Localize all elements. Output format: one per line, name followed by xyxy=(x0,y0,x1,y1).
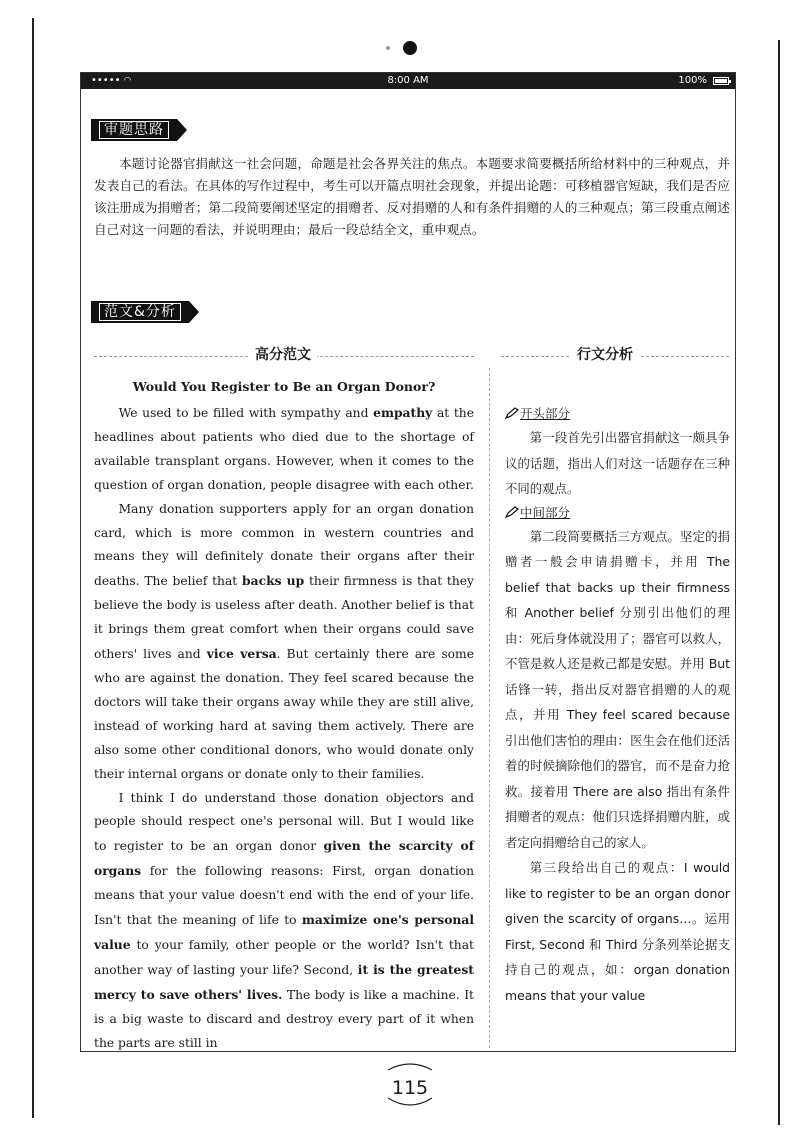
tablet-screen xyxy=(80,72,736,1052)
camera-icon xyxy=(403,41,417,55)
analysis-column xyxy=(505,403,730,1008)
middle-analysis-1: 第二段简要概括三方观点。坚定的捐赠者一般会申请捐赠卡，并用 The belief that backs up their firmness 和 Another belief 分别引出他们的理由：死后身体就没用了；器官可以救人，不管是救人还是救己都是安慰。并用 But 话锋一转，指出反对器官捐赠的人的观点，并用 They feel scared because 引出他们害怕的理由：医生会在他们还活着的时候摘除他们的器官，而不是奋力抢救。接着用 There are also 指出有条件捐赠者的观点：他们只选择捐赠内脏，或者定向捐赠给自己的家人。 xyxy=(505,528,730,850)
column-divider xyxy=(489,368,490,1048)
status-bar xyxy=(81,73,735,89)
status-time: 8:00 AM xyxy=(387,75,429,86)
page-edge-right xyxy=(778,40,780,1125)
middle-section-label: 中间部分 xyxy=(505,502,730,524)
battery-icon xyxy=(713,77,729,85)
middle-analysis-2: 第三段给出自己的观点：I would like to register to be an organ donor given the scarcity of organs…。运用 First, Second 和 Third 分条列举论据支持自己的观点，如：organ donation means that your value xyxy=(505,860,730,1003)
opening-analysis: 第一段首先引出器官捐献这一颇具争议的话题，指出人们对这一话题存在三种不同的观点。 xyxy=(505,430,730,496)
battery-percent: 100% xyxy=(678,75,707,86)
essay-paragraph-1: We used to be filled with sympathy and empathy at the headlines about patients who died due to the shortage of available transplant organs. However, when it comes to the question of organ donation, people disagree with each other. xyxy=(94,405,474,492)
section-tag-analysis xyxy=(91,119,177,141)
essay-column xyxy=(94,375,474,1055)
intro-paragraph: 本题讨论器官捐献这一社会问题，命题是社会各界关注的焦点。本题要求简要概括所给材料中的三种观点，并发表自己的看法。在具体的写作过程中，考生可以开篇点明社会现象，并提出论题：可移植器官短缺，我们是否应该注册成为捐赠者；第二段简要阐述坚定的捐赠者、反对捐赠的人和有条件捐赠的人的三种观点；第三段重点阐述自己对这一问题的看法，并说明理由；最后一段总结全文，重申观点。 xyxy=(94,156,730,237)
signal-icon: ••••• ◠ xyxy=(91,75,132,86)
pen-icon xyxy=(505,506,519,518)
pen-icon xyxy=(505,407,519,419)
page-number: 115 xyxy=(391,1077,429,1099)
section-tag-essay xyxy=(91,301,189,323)
essay-paragraph-3: I think I do understand those donation objectors and people should respect one's personal will. But I would like to register to be an organ donor given the scarcity of organs for the following reasons: First, organ donation means that your value doesn't end with the end of your life. Isn't that the meaning of life to maximize one's personal value to your family, other people or the world? Isn't that another way of lasting your life? Second, it is the greatest mercy to save others' lives. The body is like a machine. It is a big waste to discard and destroy every part of it when the parts are still in xyxy=(94,790,475,1050)
essay-paragraph-2: Many donation supporters apply for an organ donation card, which is more common in western countries and means they will definitely donate their organs after their deaths. The belief that backs up their firmness is that they believe the body is useless after death. Another belief is that it brings them great comfort when their organs could save others' lives and vice versa. But certainly there are some who are against the donation. They feel scared because the doctors will take their organs away while they are still alive, instead of working hard at saving them actively. There are also some other conditional donors, who would donate only their internal organs or donate only to their families. xyxy=(94,501,475,781)
page-edge-left xyxy=(32,18,34,1118)
analysis-column-header: 行文分析 xyxy=(571,345,639,365)
section-tag-label: 范文&分析 xyxy=(99,303,181,321)
essay-column-header: 高分范文 xyxy=(249,345,317,365)
sensor-dot xyxy=(386,46,390,50)
section-tag-label: 审题思路 xyxy=(99,121,169,139)
essay-title: Would You Register to Be an Organ Donor? xyxy=(132,379,436,394)
opening-section-label: 开头部分 xyxy=(505,403,730,425)
